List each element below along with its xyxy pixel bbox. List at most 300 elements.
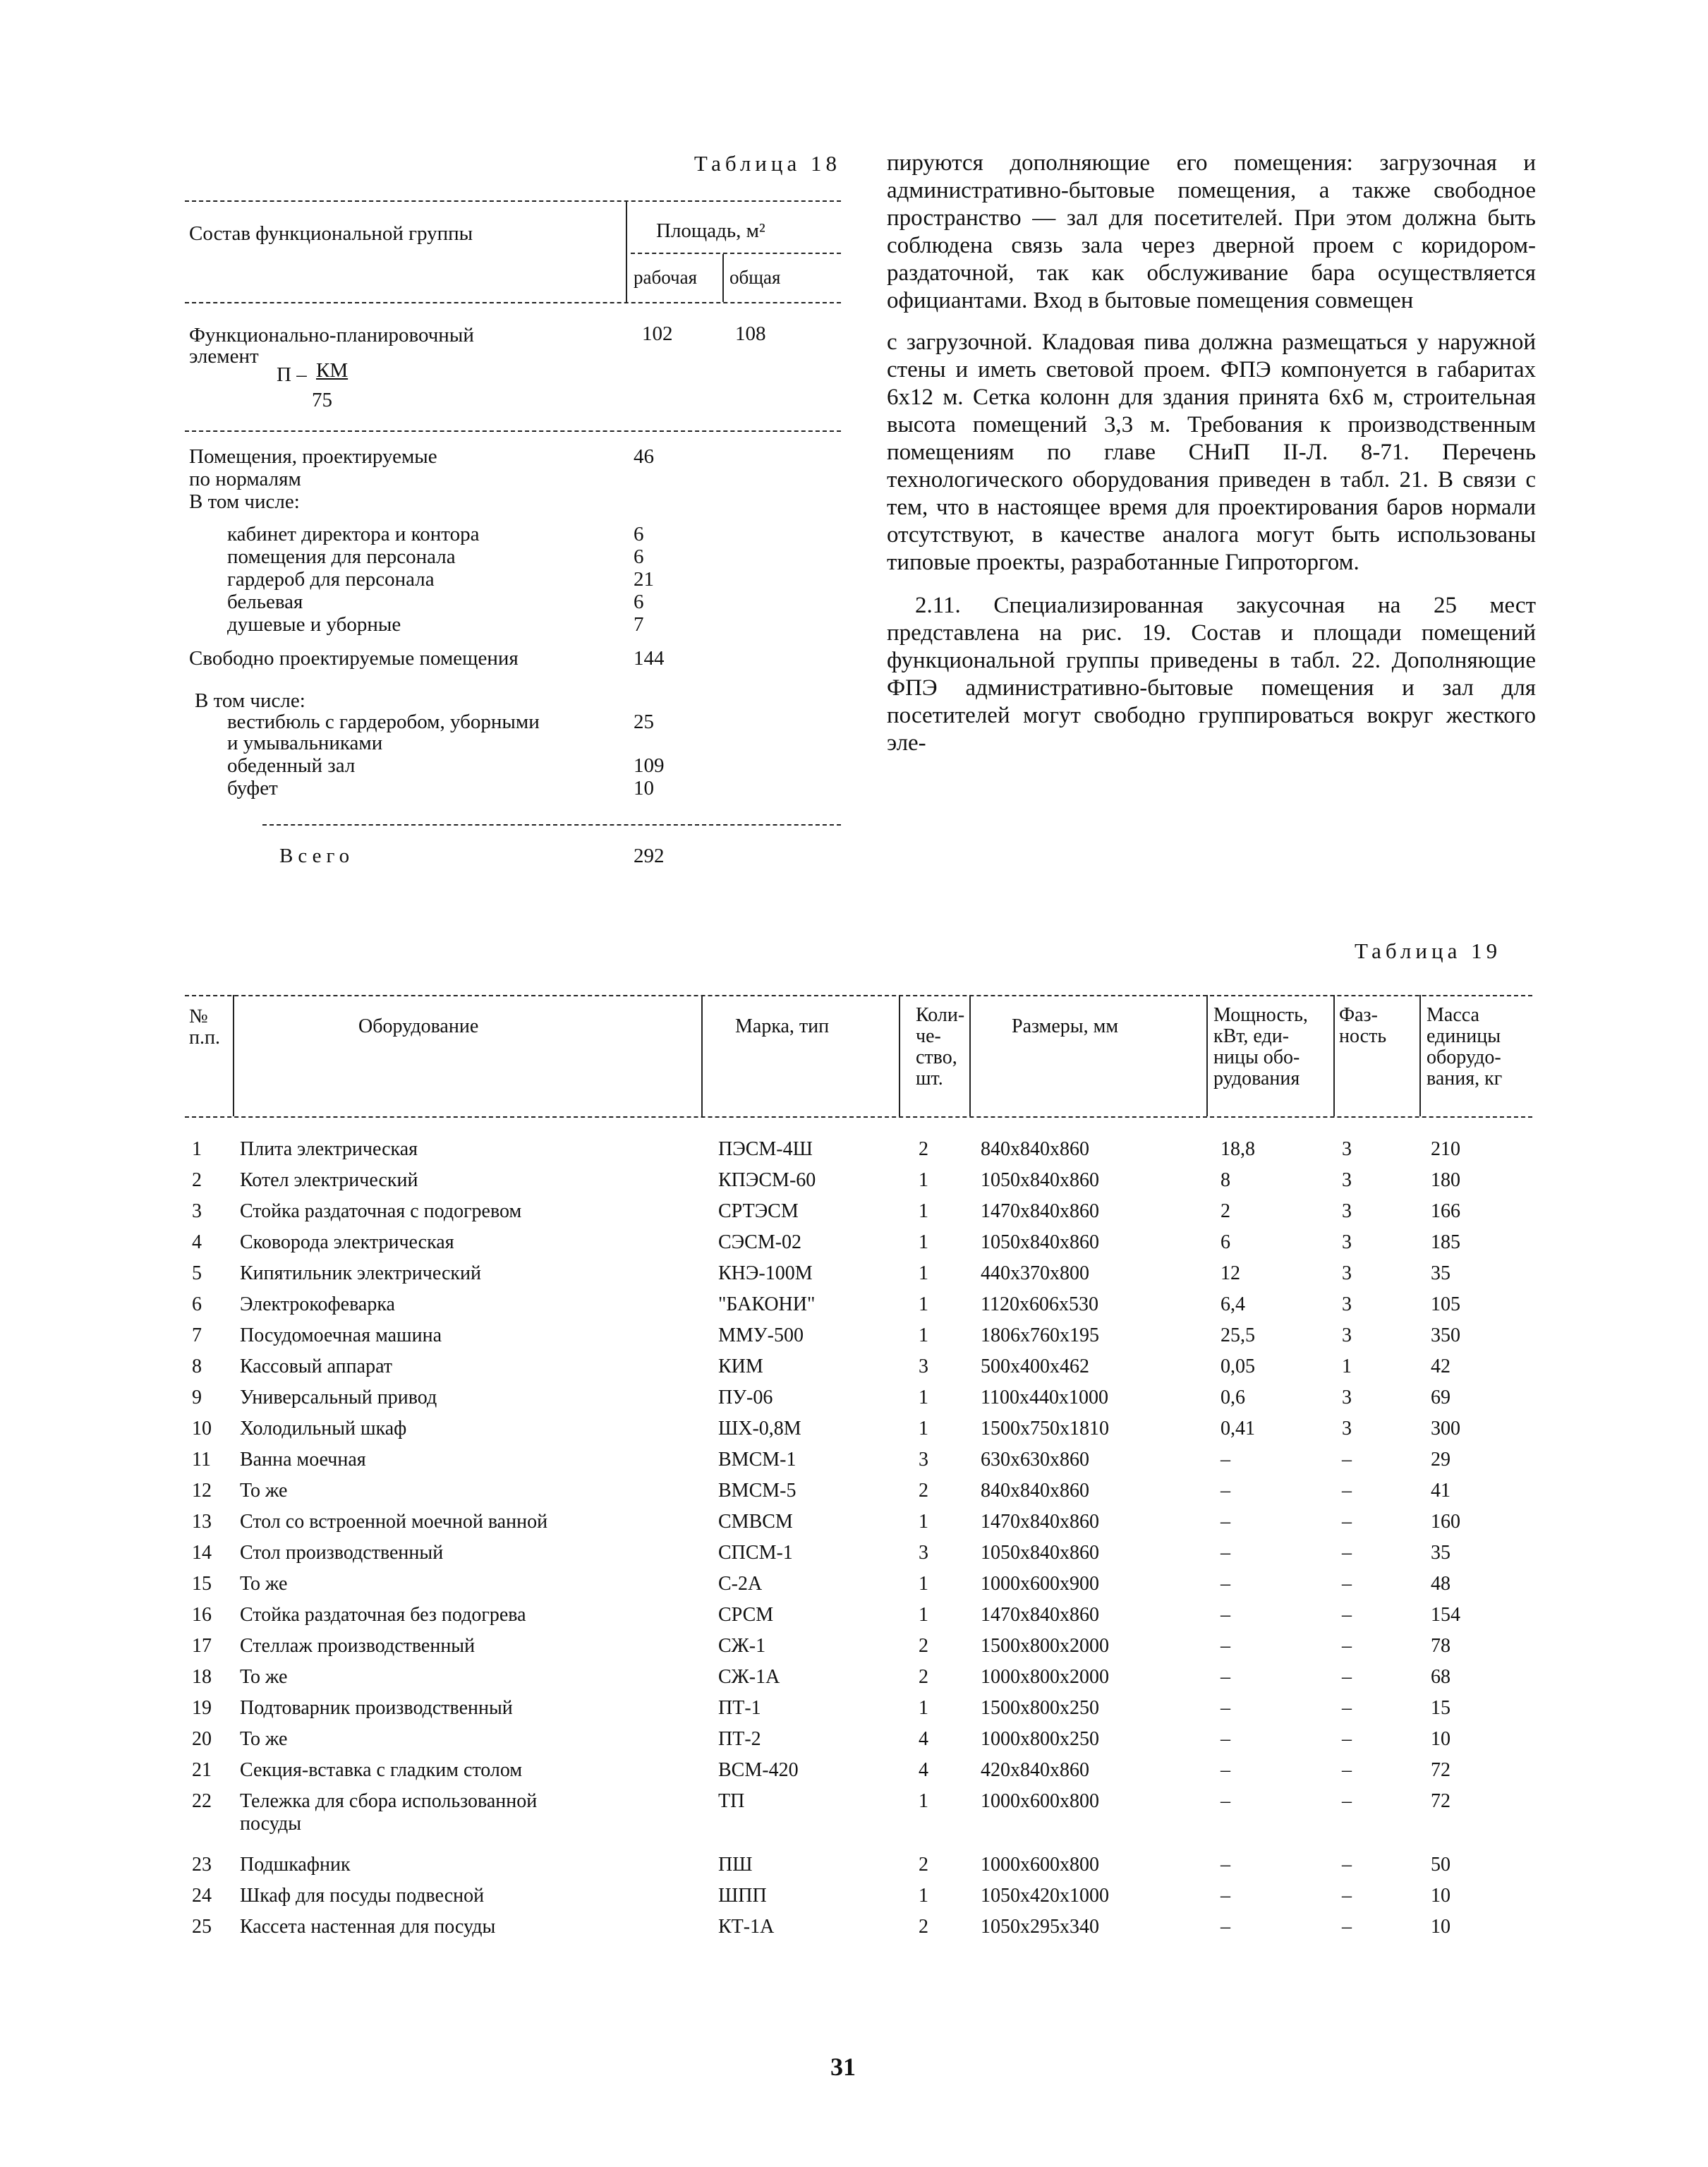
rule: [185, 430, 841, 432]
table-row: [185, 1355, 1532, 1386]
cell-power: 6,4: [1221, 1293, 1245, 1315]
cell-qty: 1: [919, 1604, 928, 1626]
cell-mark: КТ-1А: [718, 1916, 775, 1938]
cell-phase: 3: [1342, 1231, 1352, 1253]
cell-num: 5: [192, 1262, 202, 1284]
cell-power: 0,41: [1221, 1418, 1255, 1439]
cell-qty: 2: [919, 1854, 928, 1876]
rule: [185, 302, 841, 303]
header-qty: ство,: [916, 1046, 957, 1068]
cell-num: 9: [192, 1387, 202, 1408]
cell-power: –: [1221, 1854, 1230, 1876]
cell-num: 15: [192, 1573, 212, 1595]
cell-phase: –: [1342, 1697, 1352, 1719]
cell-size: 1000х600х900: [981, 1573, 1099, 1595]
cell-num: 14: [192, 1542, 212, 1564]
area-header: Площадь, м²: [656, 219, 765, 242]
cell-mark: СМВСМ: [718, 1511, 793, 1533]
header-phase: Фаз-: [1339, 1004, 1378, 1026]
cell-power: –: [1221, 1449, 1230, 1471]
cell-phase: –: [1342, 1854, 1352, 1876]
header-mass: оборудо-: [1427, 1046, 1501, 1068]
table-row: [185, 1853, 1532, 1884]
rule: [262, 824, 841, 826]
cell-mass: 69: [1431, 1387, 1450, 1408]
cell-power: 25,5: [1221, 1324, 1255, 1346]
cell-phase: –: [1342, 1916, 1352, 1938]
cell-size: 1806х760х195: [981, 1324, 1099, 1346]
total-area-header: общая: [729, 267, 781, 288]
table-row: [185, 1665, 1532, 1696]
cell-qty: 1: [919, 1511, 928, 1533]
cell-name: То же: [240, 1666, 288, 1688]
header-mass: вания, кг: [1427, 1068, 1503, 1089]
cell-phase: –: [1342, 1480, 1352, 1502]
cell-size: 1050х420х1000: [981, 1885, 1109, 1907]
cell-num: 7: [192, 1324, 202, 1346]
cell-power: 12: [1221, 1262, 1240, 1284]
cell-num: 19: [192, 1697, 212, 1719]
cell-num: 6: [192, 1293, 202, 1315]
cell-size: 1050х840х860: [981, 1542, 1099, 1564]
cell-size: 1500х800х2000: [981, 1635, 1109, 1657]
cell-size: 1500х800х250: [981, 1697, 1099, 1719]
cell-name: Подшкафник: [240, 1854, 351, 1876]
cell-qty: 2: [919, 1666, 928, 1688]
cell-phase: –: [1342, 1759, 1352, 1781]
cell-mark: ВМСМ-1: [718, 1449, 797, 1471]
column-divider: [969, 995, 971, 1116]
cell-name: Сковорода электрическая: [240, 1231, 454, 1253]
cell-mass: 15: [1431, 1697, 1450, 1719]
cell-qty: 1: [919, 1418, 928, 1439]
cell-power: 2: [1221, 1200, 1230, 1222]
cell-phase: –: [1342, 1542, 1352, 1564]
total-label: Всего: [279, 845, 355, 867]
norm-item: бельевая: [227, 591, 303, 613]
free-label: Свободно проектируемые помещения: [189, 647, 519, 670]
cell-name: Электрокофеварка: [240, 1293, 395, 1315]
cell-num: 23: [192, 1854, 212, 1876]
free-item-value: 10: [634, 777, 654, 799]
cell-num: 13: [192, 1511, 212, 1533]
cell-mass: 68: [1431, 1666, 1450, 1688]
header-num: №: [189, 1006, 208, 1027]
header-qty: че-: [916, 1025, 941, 1047]
norm-label: Помещения, проектируемые: [189, 445, 437, 468]
cell-name: Стол производственный: [240, 1542, 444, 1564]
cell-mass: 10: [1431, 1885, 1450, 1907]
free-item: обеденный зал: [227, 754, 356, 777]
free-item-value: 25: [634, 711, 654, 733]
element-formula-denominator: 75: [312, 389, 332, 411]
cell-mark: СРСМ: [718, 1604, 774, 1626]
cell-num: 12: [192, 1480, 212, 1502]
norm-item-value: 21: [634, 568, 654, 591]
cell-size: 1120х606х530: [981, 1293, 1098, 1315]
body-text-column: [887, 150, 1536, 757]
cell-phase: –: [1342, 1573, 1352, 1595]
paragraph: 2.11. Специализированная закусочная на 25 мест представлена на рис. 19. Состав и площади помещений функциональной группы приведены в табл. 22. Дополняющие ФПЭ административно-бытовые помещения и зал для посетителей могут свободно группироваться вокруг жесткого эле-: [887, 593, 1536, 756]
cell-mark: СРТЭСМ: [718, 1200, 799, 1222]
cell-mass: 300: [1431, 1418, 1460, 1439]
table-row: [185, 1696, 1532, 1727]
rule: [631, 253, 841, 254]
table-row: [185, 1634, 1532, 1665]
cell-num: 24: [192, 1885, 212, 1907]
norm-item: кабинет директора и контора: [227, 523, 480, 545]
free-item-2: и умывальниками: [227, 732, 383, 754]
cell-name: Кассета настенная для посуды: [240, 1916, 496, 1938]
cell-mass: 42: [1431, 1356, 1450, 1377]
norm-value: 46: [634, 445, 654, 468]
cell-mass: 50: [1431, 1854, 1450, 1876]
cell-size: 840х840х860: [981, 1138, 1089, 1160]
cell-num: 3: [192, 1200, 202, 1222]
cell-mark: СЭСМ-02: [718, 1231, 802, 1253]
column-divider: [1419, 995, 1421, 1116]
cell-size: 1000х800х2000: [981, 1666, 1109, 1688]
cell-mass: 78: [1431, 1635, 1450, 1657]
norm-item: душевые и уборные: [227, 613, 401, 636]
cell-qty: 1: [919, 1293, 928, 1315]
element-total-area: 108: [735, 322, 766, 345]
column-divider: [899, 995, 900, 1116]
norm-item: помещения для персонала: [227, 545, 456, 568]
element-formula: П –: [277, 363, 307, 386]
cell-size: 420х840х860: [981, 1759, 1089, 1781]
header-power: Мощность,: [1213, 1004, 1308, 1026]
cell-mark: ШХ-0,8М: [718, 1418, 801, 1439]
cell-phase: –: [1342, 1449, 1352, 1471]
cell-name-2: посуды: [240, 1813, 302, 1835]
cell-name: Секция-вставка с гладким столом: [240, 1759, 523, 1781]
cell-power: –: [1221, 1573, 1230, 1595]
cell-mass: 35: [1431, 1262, 1450, 1284]
cell-mark: ТП: [718, 1790, 745, 1812]
cell-qty: 3: [919, 1356, 928, 1377]
table-row: [185, 1137, 1532, 1169]
rule: [185, 200, 841, 202]
cell-name: Подтоварник производственный: [240, 1697, 513, 1719]
norm-subheading: В том числе:: [189, 490, 300, 513]
cell-name: Ванна моечная: [240, 1449, 366, 1471]
norm-item-value: 6: [634, 523, 644, 545]
cell-phase: 1: [1342, 1356, 1352, 1377]
cell-qty: 2: [919, 1916, 928, 1938]
cell-power: 18,8: [1221, 1138, 1255, 1160]
cell-mark: С-2А: [718, 1573, 763, 1595]
norm-item: гардероб для персонала: [227, 568, 435, 591]
cell-size: 840х840х860: [981, 1480, 1089, 1502]
cell-qty: 2: [919, 1138, 928, 1160]
cell-power: –: [1221, 1759, 1230, 1781]
cell-qty: 2: [919, 1480, 928, 1502]
cell-qty: 1: [919, 1262, 928, 1284]
cell-size: 440х370х800: [981, 1262, 1089, 1284]
element-formula-numerator: КМ: [316, 359, 349, 382]
table-row: [185, 1169, 1532, 1200]
cell-size: 1500х750х1810: [981, 1418, 1109, 1439]
cell-size: 1470х840х860: [981, 1200, 1099, 1222]
cell-size: 1470х840х860: [981, 1511, 1099, 1533]
cell-qty: 4: [919, 1759, 928, 1781]
cell-qty: 1: [919, 1573, 928, 1595]
header-mass: Масса: [1427, 1004, 1479, 1026]
cell-power: –: [1221, 1916, 1230, 1938]
cell-mass: 160: [1431, 1511, 1460, 1533]
free-value: 144: [634, 647, 665, 670]
header-num-2: п.п.: [189, 1027, 220, 1049]
cell-qty: 1: [919, 1790, 928, 1812]
free-item-value: 109: [634, 754, 665, 777]
cell-qty: 1: [919, 1169, 928, 1191]
cell-size: 630х630х860: [981, 1449, 1089, 1471]
cell-name: Шкаф для посуды подвесной: [240, 1885, 485, 1907]
cell-num: 18: [192, 1666, 212, 1688]
table-row: [185, 1510, 1532, 1541]
cell-name: Стойка раздаточная с подогревом: [240, 1200, 522, 1222]
cell-phase: 3: [1342, 1200, 1352, 1222]
page-number: 31: [830, 2053, 856, 2081]
cell-name: Стеллаж производственный: [240, 1635, 476, 1657]
element-label-2: элемент: [189, 345, 259, 368]
cell-mass: 350: [1431, 1324, 1460, 1346]
cell-name: То же: [240, 1728, 288, 1750]
cell-qty: 1: [919, 1885, 928, 1907]
cell-phase: –: [1342, 1728, 1352, 1750]
cell-qty: 3: [919, 1542, 928, 1564]
norm-item-value: 6: [634, 545, 644, 568]
cell-mark: ПТ-1: [718, 1697, 761, 1719]
cell-qty: 1: [919, 1231, 928, 1253]
cell-mass: 35: [1431, 1542, 1450, 1564]
cell-qty: 1: [919, 1387, 928, 1408]
cell-phase: 3: [1342, 1138, 1352, 1160]
header-power: рудования: [1213, 1068, 1300, 1089]
cell-mark: СЖ-1: [718, 1635, 766, 1657]
cell-num: 20: [192, 1728, 212, 1750]
cell-mark: ПТ-2: [718, 1728, 761, 1750]
table-row: [185, 1479, 1532, 1510]
cell-mass: 180: [1431, 1169, 1460, 1191]
cell-mark: ВСМ-420: [718, 1759, 799, 1781]
table-row: [185, 1541, 1532, 1572]
cell-num: 1: [192, 1138, 202, 1160]
header-equipment: Оборудование: [358, 1015, 479, 1037]
cell-mass: 72: [1431, 1759, 1450, 1781]
cell-name: То же: [240, 1573, 288, 1595]
table-row: [185, 1448, 1532, 1479]
table-row: [185, 1572, 1532, 1603]
cell-phase: 3: [1342, 1262, 1352, 1284]
table-row: [185, 1727, 1532, 1758]
cell-power: –: [1221, 1885, 1230, 1907]
paragraph: с загрузочной. Кладовая пива должна размещаться у наружной стены и иметь световой проем. ФПЭ компонуется в габаритах 6х12 м. Сетка колонн для здания принята 6х6 м, строительная высота помещений 3,3 м. Требования к производственным помещениям по главе СНиП II-Л. 8-71. Перечень технологического оборудования приведен в табл. 21. В связи с тем, что в настоящее время для проектирования баров нормали отсутствуют, в качестве аналога могут быть использованы типовые проекты, разработанные Гипроторгом.: [887, 330, 1536, 575]
table-row: [185, 1758, 1532, 1789]
cell-size: 1100х440х1000: [981, 1387, 1108, 1408]
cell-num: 22: [192, 1790, 212, 1812]
cell-name: Плита электрическая: [240, 1138, 418, 1160]
cell-name: Холодильный шкаф: [240, 1418, 407, 1439]
cell-num: 8: [192, 1356, 202, 1377]
cell-num: 2: [192, 1169, 202, 1191]
cell-name: Тележка для сбора использованной: [240, 1790, 538, 1812]
cell-name: Кипятильник электрический: [240, 1262, 481, 1284]
paragraph: пируются дополняющие его помещения: загрузочная и административно-бытовые помещения, а также свободное пространство — зал для посетителей. При этом должна быть соблюдена связь зала через дверной проем с коридором-раздаточной, так как обслуживание бара осуществляется официантами. Вход в бытовые помещения совмещен: [887, 150, 1536, 313]
cell-qty: 3: [919, 1449, 928, 1471]
cell-name: Стол со встроенной моечной ванной: [240, 1511, 548, 1533]
cell-size: 1000х600х800: [981, 1790, 1099, 1812]
cell-mass: 210: [1431, 1138, 1460, 1160]
cell-mark: ПУ-06: [718, 1387, 773, 1408]
header-mark: Марка, тип: [735, 1015, 830, 1037]
column-divider: [722, 254, 724, 302]
table-row: [185, 1293, 1532, 1324]
cell-power: 0,6: [1221, 1387, 1245, 1408]
cell-num: 25: [192, 1916, 212, 1938]
cell-mark: КИМ: [718, 1356, 763, 1377]
table-19-caption: Таблица 19: [1355, 938, 1502, 963]
rule: [185, 995, 1532, 996]
table-row: [185, 1386, 1532, 1417]
cell-mass: 10: [1431, 1728, 1450, 1750]
cell-mark: ПШ: [718, 1854, 753, 1876]
column-divider: [1206, 995, 1208, 1116]
cell-qty: 4: [919, 1728, 928, 1750]
column-divider: [701, 995, 703, 1116]
table-row: [185, 1231, 1532, 1262]
cell-power: –: [1221, 1604, 1230, 1626]
cell-power: –: [1221, 1666, 1230, 1688]
header-mass: единицы: [1427, 1025, 1501, 1047]
work-area-header: рабочая: [634, 267, 698, 288]
cell-power: –: [1221, 1480, 1230, 1502]
cell-phase: 3: [1342, 1324, 1352, 1346]
cell-size: 1050х295х340: [981, 1916, 1099, 1938]
cell-mass: 29: [1431, 1449, 1450, 1471]
cell-mass: 154: [1431, 1604, 1460, 1626]
table-row: [185, 1262, 1532, 1293]
header-qty: шт.: [916, 1068, 943, 1089]
cell-mark: КНЭ-100М: [718, 1262, 813, 1284]
cell-power: 6: [1221, 1231, 1230, 1253]
norm-label-2: по нормалям: [189, 468, 301, 490]
rule: [185, 1116, 1532, 1118]
column-divider: [626, 200, 627, 303]
group-header: Состав функциональной группы: [189, 222, 473, 245]
cell-phase: –: [1342, 1666, 1352, 1688]
table-row: [185, 1789, 1532, 1842]
cell-phase: 3: [1342, 1387, 1352, 1408]
cell-mass: 72: [1431, 1790, 1450, 1812]
cell-mass: 48: [1431, 1573, 1450, 1595]
cell-phase: –: [1342, 1635, 1352, 1657]
cell-mark: ПЭСМ-4Ш: [718, 1138, 813, 1160]
cell-name: Универсальный привод: [240, 1387, 437, 1408]
norm-item-value: 7: [634, 613, 644, 636]
cell-power: –: [1221, 1728, 1230, 1750]
cell-mass: 166: [1431, 1200, 1460, 1222]
table-row: [185, 1200, 1532, 1231]
cell-mark: ШПП: [718, 1885, 767, 1907]
cell-mark: ВМСМ-5: [718, 1480, 797, 1502]
cell-name: То же: [240, 1480, 288, 1502]
cell-qty: 2: [919, 1635, 928, 1657]
free-item: буфет: [227, 777, 278, 799]
header-size: Размеры, мм: [1012, 1015, 1119, 1037]
cell-phase: –: [1342, 1790, 1352, 1812]
table-row: [185, 1884, 1532, 1915]
cell-size: 1050х840х860: [981, 1231, 1099, 1253]
cell-num: 10: [192, 1418, 212, 1439]
cell-power: –: [1221, 1790, 1230, 1812]
cell-phase: 3: [1342, 1293, 1352, 1315]
free-item: вестибюль с гардеробом, уборными: [227, 711, 540, 733]
cell-mark: СЖ-1А: [718, 1666, 780, 1688]
header-power: кВт, еди-: [1213, 1025, 1290, 1047]
cell-power: 0,05: [1221, 1356, 1255, 1377]
cell-num: 21: [192, 1759, 212, 1781]
cell-num: 17: [192, 1635, 212, 1657]
cell-qty: 1: [919, 1697, 928, 1719]
table-row: [185, 1915, 1532, 1946]
cell-size: 1050х840х860: [981, 1169, 1099, 1191]
cell-mass: 105: [1431, 1293, 1460, 1315]
column-divider: [1333, 995, 1335, 1116]
cell-name: Посудомоечная машина: [240, 1324, 442, 1346]
cell-name: Котел электрический: [240, 1169, 418, 1191]
cell-mark: "БАКОНИ": [718, 1293, 816, 1315]
cell-num: 11: [192, 1449, 211, 1471]
cell-name: Кассовый аппарат: [240, 1356, 393, 1377]
cell-phase: –: [1342, 1511, 1352, 1533]
cell-mark: ММУ-500: [718, 1324, 804, 1346]
cell-mass: 185: [1431, 1231, 1460, 1253]
cell-mark: КПЭСМ-60: [718, 1169, 816, 1191]
element-label: Функционально-планировочный: [189, 324, 474, 346]
cell-phase: –: [1342, 1885, 1352, 1907]
element-work-area: 102: [642, 322, 673, 345]
cell-size: 1000х800х250: [981, 1728, 1099, 1750]
cell-qty: 1: [919, 1200, 928, 1222]
cell-phase: 3: [1342, 1169, 1352, 1191]
header-phase: ность: [1339, 1025, 1387, 1047]
cell-mark: СПСМ-1: [718, 1542, 793, 1564]
cell-size: 1000х600х800: [981, 1854, 1099, 1876]
header-power: ницы обо-: [1213, 1046, 1300, 1068]
table-18-caption: Таблица 18: [694, 151, 841, 176]
cell-power: –: [1221, 1697, 1230, 1719]
table-row: [185, 1417, 1532, 1448]
cell-phase: –: [1342, 1604, 1352, 1626]
cell-power: –: [1221, 1511, 1230, 1533]
cell-qty: 1: [919, 1324, 928, 1346]
cell-power: –: [1221, 1542, 1230, 1564]
table-row: [185, 1603, 1532, 1634]
cell-mass: 10: [1431, 1916, 1450, 1938]
table-18: [185, 148, 841, 882]
table-19: [185, 988, 1532, 1997]
norm-item-value: 6: [634, 591, 644, 613]
free-subheading: В том числе:: [195, 689, 305, 712]
cell-mass: 41: [1431, 1480, 1450, 1502]
table-row: [185, 1324, 1532, 1355]
column-divider: [233, 995, 234, 1116]
cell-size: 1470х840х860: [981, 1604, 1099, 1626]
cell-power: –: [1221, 1635, 1230, 1657]
header-qty: Коли-: [916, 1004, 965, 1026]
